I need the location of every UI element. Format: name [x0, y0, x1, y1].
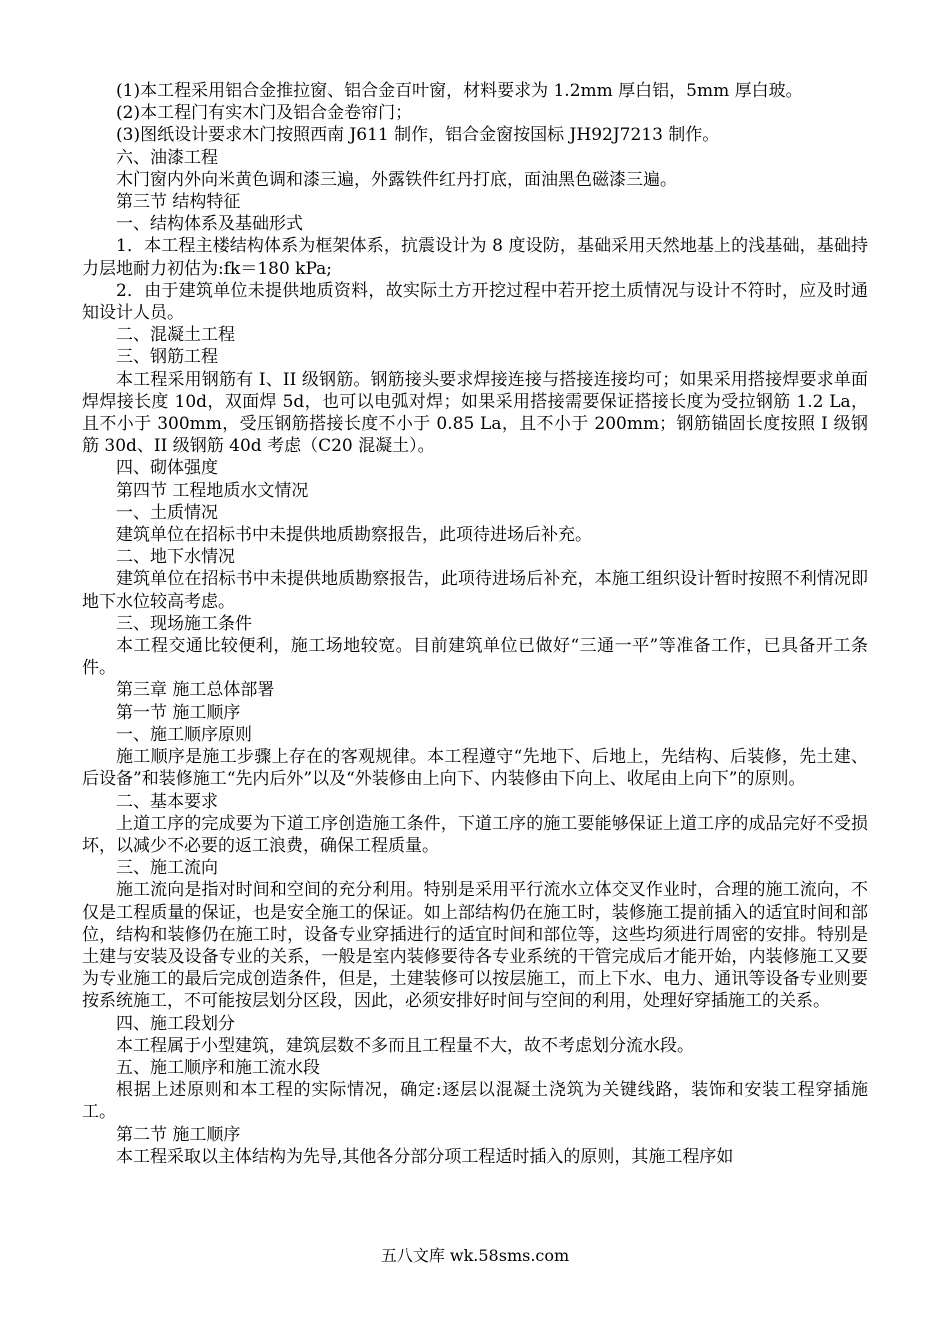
paragraph: 第三节 结构特征: [116, 192, 241, 213]
paragraph: (2)本工程门有实木门及铝合金卷帘门；: [116, 103, 413, 124]
paragraph: 本工程采取以主体结构为先导,其他各分部分项工程适时插入的原则，其施工程序如: [116, 1146, 734, 1167]
paragraph: 建筑单位在招标书中未提供地质勘察报告，此项待进场后补充，本施工组织设计暂时按照不利情况即地下水位较高考虑。: [82, 569, 868, 612]
paragraph: 1．本工程主楼结构体系为框架体系，抗震设计为 8 度设防，基础采用天然地基上的浅基础，基础持力层地耐力初估为:fk＝180 kPa;: [82, 236, 868, 279]
paragraph: 第二节 施工顺序: [116, 1124, 241, 1145]
paragraph: 根据上述原则和本工程的实际情况，确定:逐层以混凝土浇筑为关键线路，装饰和安装工程穿插施工。: [82, 1080, 868, 1123]
paragraph: 上道工序的完成要为下道工序创造施工条件，下道工序的施工要能够保证上道工序的成品完好不受损坏，以减少不必要的返工浪费，确保工程质量。: [82, 813, 868, 856]
paragraph: 三、施工流向: [116, 858, 218, 879]
paragraph: 一、土质情况: [116, 502, 218, 523]
paragraph: 二、基本要求: [116, 791, 218, 812]
paragraph: 四、施工段划分: [116, 1013, 235, 1034]
paragraph: 二、混凝土工程: [116, 325, 235, 346]
paragraph: 二、地下水情况: [116, 547, 235, 568]
paragraph: 六、油漆工程: [116, 147, 218, 168]
paragraph: 五、施工顺序和施工流水段: [116, 1057, 320, 1078]
paragraph: 建筑单位在招标书中未提供地质勘察报告，此项待进场后补充。: [116, 525, 592, 546]
paragraph: 三、钢筋工程: [116, 347, 218, 368]
paragraph: 第四节 工程地质水文情况: [116, 480, 309, 501]
paragraph: (1)本工程采用铝合金推拉窗、铝合金百叶窗，材料要求为 1.2mm 厚白铝，5mm 厚白玻。: [116, 81, 803, 101]
document-body: [82, 80, 868, 1168]
paragraph: 一、施工顺序原则: [116, 724, 252, 745]
paragraph: 本工程属于小型建筑，建筑层数不多而且工程量不大，故不考虑划分流水段。: [116, 1035, 694, 1056]
paragraph: 本工程采用钢筋有 I、II 级钢筋。钢筋接头要求焊接连接与搭接连接均可；如果采用搭接焊要求单面焊焊接长度 10d，双面焊 5d，也可以电弧对焊；如果采用搭接需要保证搭接长度为受拉钢筋 1.2 La，且不小于 300mm，受压钢筋搭接长度不小于 0.85 La，且不小于 200mm；钢筋锚固长度按照 I 级钢筋 30d、II 级钢筋 40d 考虑（C20 混凝土）。: [82, 369, 868, 457]
paragraph: (3)图纸设计要求木门按照西南 J611 制作，铝合金窗按国标 JH92J7213 制作。: [116, 125, 720, 146]
paragraph: 四、砌体强度: [116, 458, 218, 479]
paragraph: 2．由于建筑单位未提供地质资料，故实际土方开挖过程中若开挖土质情况与设计不符时，应及时通知设计人员。: [82, 280, 868, 324]
paragraph: 本工程交通比较便利，施工场地较宽。目前建筑单位已做好“三通一平”等准备工作，已具备开工条件。: [82, 636, 868, 679]
paragraph: 木门窗内外向米黄色调和漆三遍，外露铁件红丹打底，面油黑色磁漆三遍。: [116, 169, 677, 190]
paragraph: 第一节 施工顺序: [116, 702, 241, 723]
paragraph: 三、现场施工条件: [116, 613, 252, 634]
paragraph: 第三章 施工总体部署: [116, 680, 275, 701]
paragraph: 施工流向是指对时间和空间的充分利用。特别是采用平行流水立体交叉作业时，合理的施工流向，不仅是工程质量的保证，也是安全施工的保证。如上部结构仍在施工时，装修施工提前插入的适宜时间和部位，结构和装修仍在施工时，设备专业穿插进行的适宜时间和部位等，这些均须进行周密的安排。特别是土建与安装及设备专业的关系，一般是室内装修要待各专业系统的干管完成后才能开始，内装修施工又要为专业施工的最后完成创造条件，但是，土建装修可以按层施工，而上下水、电力、通讯等设备专业则要按系统施工，不可能按层划分区段，因此，必须安排好时间与空间的利用，处理好穿插施工的关系。: [82, 880, 868, 1012]
paragraph: 一、结构体系及基础形式: [116, 214, 303, 235]
page-footer: 五八文库 wk.58sms.com: [380, 1246, 570, 1265]
paragraph: 施工顺序是施工步骤上存在的客观规律。本工程遵守“先地下、后地上，先结构、后装修，先土建、后设备”和装修施工“先内后外”以及“外装修由上向下、内装修由下向上、收尾由上向下”的原则。: [82, 747, 868, 790]
